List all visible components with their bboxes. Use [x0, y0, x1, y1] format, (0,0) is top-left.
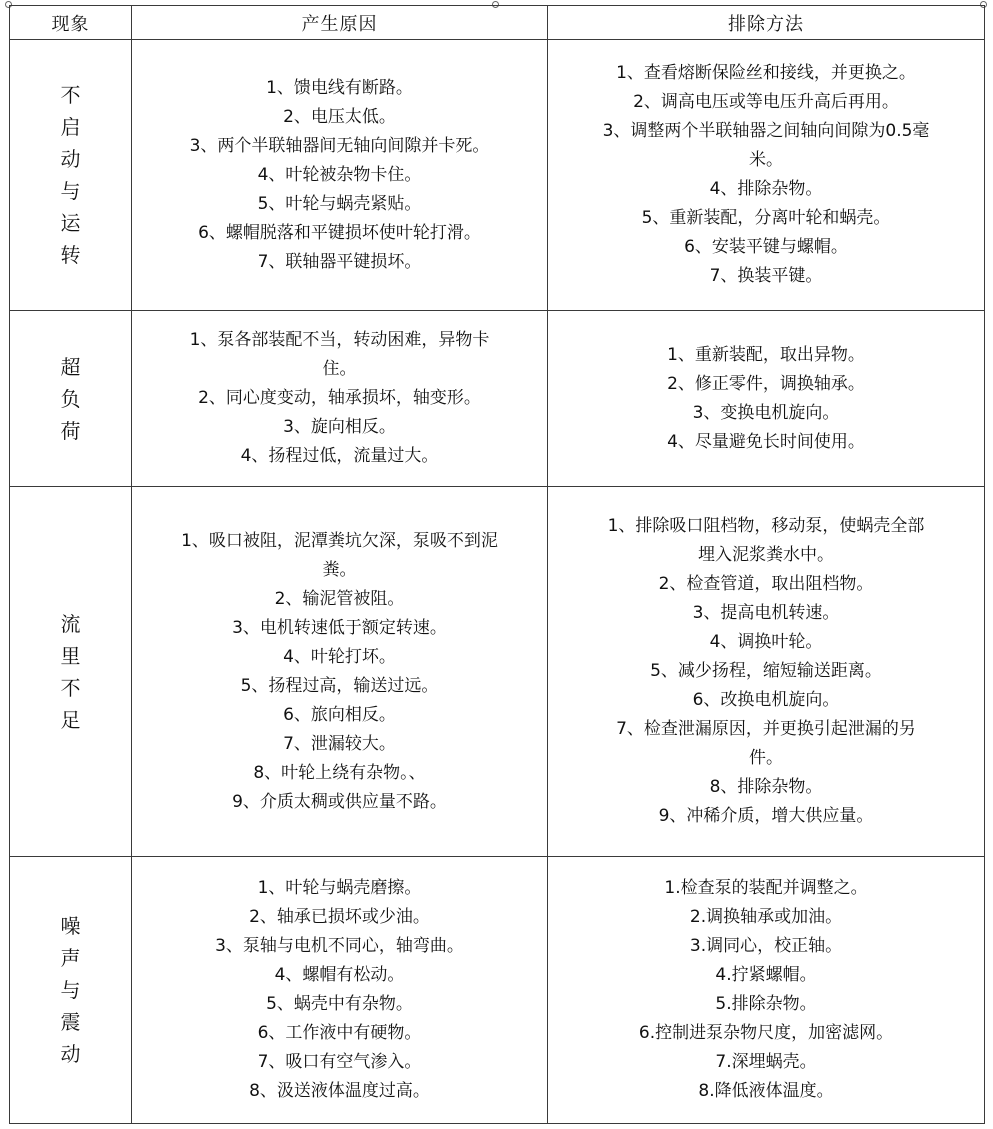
cause-item: 7、吸口有空气渗入。 — [257, 1052, 422, 1072]
cause-item: 1、叶轮与蜗壳磨擦。 — [257, 878, 422, 898]
remedy-cell — [548, 857, 985, 1124]
table-row — [10, 40, 985, 311]
remedy-item: 8、排除杂物。 — [709, 777, 823, 797]
cause-item: 9、介质太稠或供应量不路。 — [232, 791, 447, 812]
remedy-item: 2、调高电压或等电压升高后再用。 — [633, 92, 899, 112]
cause-item: 4、扬程过低，流量过大。 — [240, 446, 439, 466]
cause-item: 粪。 — [322, 559, 357, 580]
remedy-cell — [548, 311, 985, 487]
phenomenon-char: 运 — [60, 211, 81, 235]
table-row — [10, 487, 985, 857]
remedy-item: 7、换装平键。 — [709, 266, 823, 286]
cause-cell — [132, 487, 548, 857]
phenomenon-char: 与 — [60, 978, 81, 1002]
phenomenon-char: 超 — [60, 354, 81, 379]
remedy-item: 6.控制进泵杂物尺度，加密滤网。 — [638, 1023, 894, 1043]
phenomenon-char: 转 — [60, 243, 81, 267]
phenomenon-char: 动 — [60, 147, 81, 171]
cause-item: 6、螺帽脱落和平键损坏使叶轮打滑。 — [198, 222, 481, 243]
phenomenon-char: 荷 — [60, 418, 81, 443]
remedy-item: 5、重新装配，分离叶轮和蜗壳。 — [641, 208, 891, 228]
troubleshooting-table — [9, 5, 985, 1124]
cause-cell — [132, 311, 548, 487]
remedy-item: 1、查看熔断保险丝和接线，并更换之。 — [616, 63, 916, 83]
remedy-item: 5、减少扬程，缩短输送距离。 — [650, 661, 882, 681]
cause-item: 1、吸口被阻，泥潭粪坑欠深，泵吸不到泥 — [181, 530, 498, 551]
cause-item: 7、泄漏较大。 — [283, 733, 396, 754]
cause-cell — [132, 40, 548, 311]
cause-item: 8、叶轮上绕有杂物。、 — [253, 762, 426, 783]
remedy-item: 5.排除杂物。 — [715, 994, 817, 1014]
remedy-item: 4.拧紧螺帽。 — [715, 965, 817, 985]
cause-item: 2、电压太低。 — [283, 106, 396, 127]
phenomenon-char: 流 — [60, 611, 81, 636]
remedy-item: 1、排除吸口阻档物，移动泵，使蜗壳全部 — [607, 516, 925, 536]
remedy-item: 3、调整两个半联轴器之间轴向间隙为0.5毫 — [602, 121, 930, 141]
phenomenon-char: 不 — [60, 83, 81, 107]
cause-item: 3、旋向相反。 — [283, 417, 396, 437]
remedy-item: 米。 — [749, 150, 783, 170]
phenomenon-char: 与 — [60, 179, 81, 203]
cause-item: 3、泵轴与电机不同心，轴弯曲。 — [215, 936, 464, 956]
phenomenon-cell — [10, 311, 132, 487]
phenomenon-char: 震 — [60, 1010, 81, 1034]
cause-item: 2、同心度变动，轴承损坏，轴变形。 — [198, 388, 481, 408]
remedy-item: 2、检查管道，取出阻档物。 — [658, 574, 874, 594]
cause-item: 4、叶轮被杂物卡住。 — [257, 164, 422, 185]
cause-item: 5、叶轮与蜗壳紧贴。 — [257, 193, 422, 214]
remedy-cell — [548, 487, 985, 857]
phenomenon-cell — [10, 487, 132, 857]
cause-item: 4、叶轮打坏。 — [283, 646, 396, 667]
phenomenon-char: 不 — [60, 675, 81, 700]
cause-item: 5、蜗壳中有杂物。 — [266, 994, 413, 1014]
cause-item: 5、扬程过高，输送过远。 — [240, 675, 439, 696]
phenomenon-char: 声 — [60, 946, 81, 970]
phenomenon-char: 动 — [60, 1042, 81, 1066]
remedy-item: 件。 — [749, 748, 783, 768]
cause-item: 3、两个半联轴器间无轴向间隙并卡死。 — [189, 135, 490, 156]
cause-item: 1、馈电线有断路。 — [266, 77, 413, 98]
cause-item: 3、电机转速低于额定转速。 — [232, 617, 447, 638]
remedy-item: 2.调换轴承或加油。 — [689, 907, 843, 927]
cause-item: 住。 — [322, 359, 357, 379]
header-remedy: 排除方法 — [548, 6, 985, 40]
remedy-item: 6、改换电机旋向。 — [692, 690, 840, 710]
remedy-item: 埋入泥浆粪水中。 — [698, 545, 834, 565]
remedy-item: 3、提高电机转速。 — [692, 603, 840, 623]
header-phenomenon: 现象 — [10, 6, 132, 40]
cause-item: 8、汲送液体温度过高。 — [249, 1081, 430, 1101]
header-row — [10, 6, 985, 40]
table-row — [10, 857, 985, 1124]
remedy-item: 3、变换电机旋向。 — [692, 402, 840, 423]
remedy-item: 9、冲稀介质，增大供应量。 — [658, 806, 874, 826]
remedy-item: 4、尽量避免长时间使用。 — [667, 431, 865, 452]
remedy-item: 3.调同心，校正轴。 — [689, 936, 843, 956]
table-row — [10, 311, 985, 487]
remedy-item: 8.降低液体温度。 — [698, 1081, 834, 1101]
phenomenon-cell — [10, 40, 132, 311]
remedy-cell — [548, 40, 985, 311]
remedy-item: 7.深埋蜗壳。 — [715, 1052, 817, 1072]
remedy-item: 2、修正零件，调换轴承。 — [667, 373, 865, 394]
header-cause: 产生原因 — [132, 6, 548, 40]
cause-item: 7、联轴器平键损坏。 — [257, 251, 422, 272]
cause-item: 6、旅向相反。 — [283, 704, 396, 725]
phenomenon-char: 足 — [60, 707, 81, 732]
cause-item: 4、螺帽有松动。 — [274, 965, 405, 985]
cause-item: 1、泵各部装配不当，转动困难，异物卡 — [189, 330, 490, 350]
remedy-item: 4、调换叶轮。 — [709, 632, 823, 652]
remedy-item: 1、重新装配，取出异物。 — [667, 344, 865, 365]
remedy-item: 7、检查泄漏原因，并更换引起泄漏的另 — [616, 719, 916, 739]
cause-item: 2、输泥管被阻。 — [274, 588, 405, 609]
phenomenon-cell — [10, 857, 132, 1124]
phenomenon-char: 启 — [60, 115, 81, 139]
phenomenon-char: 噪 — [60, 914, 81, 938]
remedy-item: 4、排除杂物。 — [709, 179, 823, 199]
cause-cell — [132, 857, 548, 1124]
cause-item: 6、工作液中有硬物。 — [257, 1023, 422, 1043]
remedy-item: 1.检查泵的装配并调整之。 — [664, 878, 868, 898]
phenomenon-char: 负 — [60, 386, 81, 411]
phenomenon-char: 里 — [60, 643, 81, 668]
remedy-item: 6、安装平键与螺帽。 — [684, 237, 848, 257]
cause-item: 2、轴承已损坏或少油。 — [249, 907, 430, 927]
